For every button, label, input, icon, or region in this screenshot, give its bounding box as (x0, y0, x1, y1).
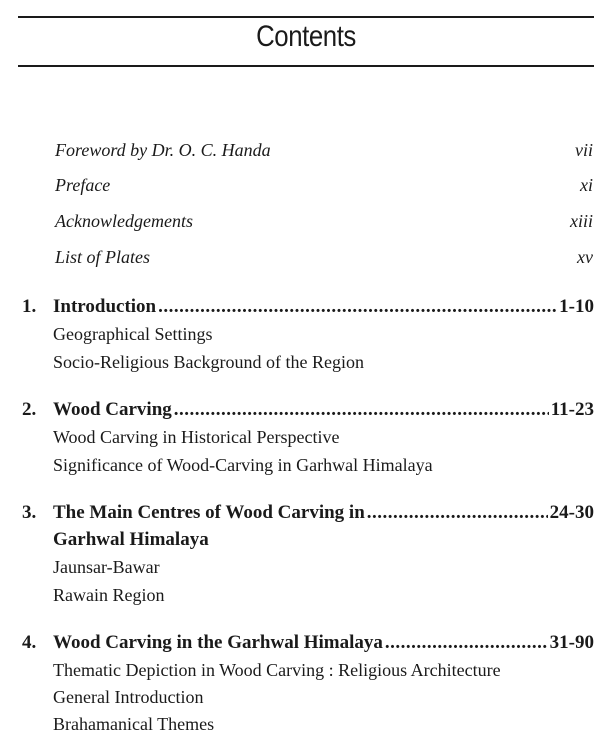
chapter-pages: 24-30 (549, 502, 594, 523)
entry-page: vii (575, 140, 593, 160)
chapter-pages: 1-10 (559, 296, 594, 317)
chapter-pages: 31-90 (549, 632, 594, 653)
chapter-number: 1. (22, 296, 37, 317)
entry-label: Foreword by Dr. O. C. Handa (55, 140, 271, 160)
subsection: Brahamanical Themes (53, 714, 215, 734)
chapter-title: Introduction (53, 296, 157, 317)
chapter-title-line (53, 502, 594, 524)
top-rule (18, 16, 594, 18)
chapter-title: Wood Carving in the Garhwal Himalaya (53, 632, 383, 653)
entry-label: Acknowledgements (55, 211, 193, 231)
entry-page: xv (577, 247, 593, 267)
subsection: Rawain Region (53, 585, 165, 605)
entry-page: xi (580, 175, 593, 195)
page-title: Contents (256, 20, 356, 53)
leader-dots (174, 399, 549, 421)
leader-dots (158, 296, 557, 318)
entry-label: List of Plates (55, 247, 151, 267)
subsection: Geographical Settings (53, 324, 213, 344)
subsection: Thematic Depiction in Wood Carving : Religious Architecture (53, 660, 501, 680)
chapter-title: Wood Carving (53, 399, 172, 420)
chapter-number: 4. (22, 632, 37, 653)
chapter-number: 3. (22, 502, 37, 523)
leader-dots (385, 632, 548, 654)
chapter-number: 2. (22, 399, 37, 420)
subsection: Significance of Wood-Carving in Garhwal Himalaya (53, 455, 433, 475)
chapter-title-line (53, 296, 594, 318)
subsection: Wood Carving in Historical Perspective (53, 427, 340, 447)
entry-label: Preface (55, 175, 111, 195)
subsection: Socio-Religious Background of the Region (53, 352, 364, 372)
entry-page: xiii (570, 211, 593, 231)
chapter-title-continued: Garhwal Himalaya (53, 529, 209, 550)
chapter-title: The Main Centres of Wood Carving in (53, 502, 365, 523)
leader-dots (367, 502, 548, 524)
chapter-title-line (53, 632, 594, 654)
chapter-pages: 11-23 (550, 399, 594, 420)
chapter-title-line (53, 399, 594, 421)
subsection: Jaunsar-Bawar (53, 557, 160, 577)
title-underline (18, 65, 594, 67)
subsection: General Introduction (53, 687, 204, 707)
